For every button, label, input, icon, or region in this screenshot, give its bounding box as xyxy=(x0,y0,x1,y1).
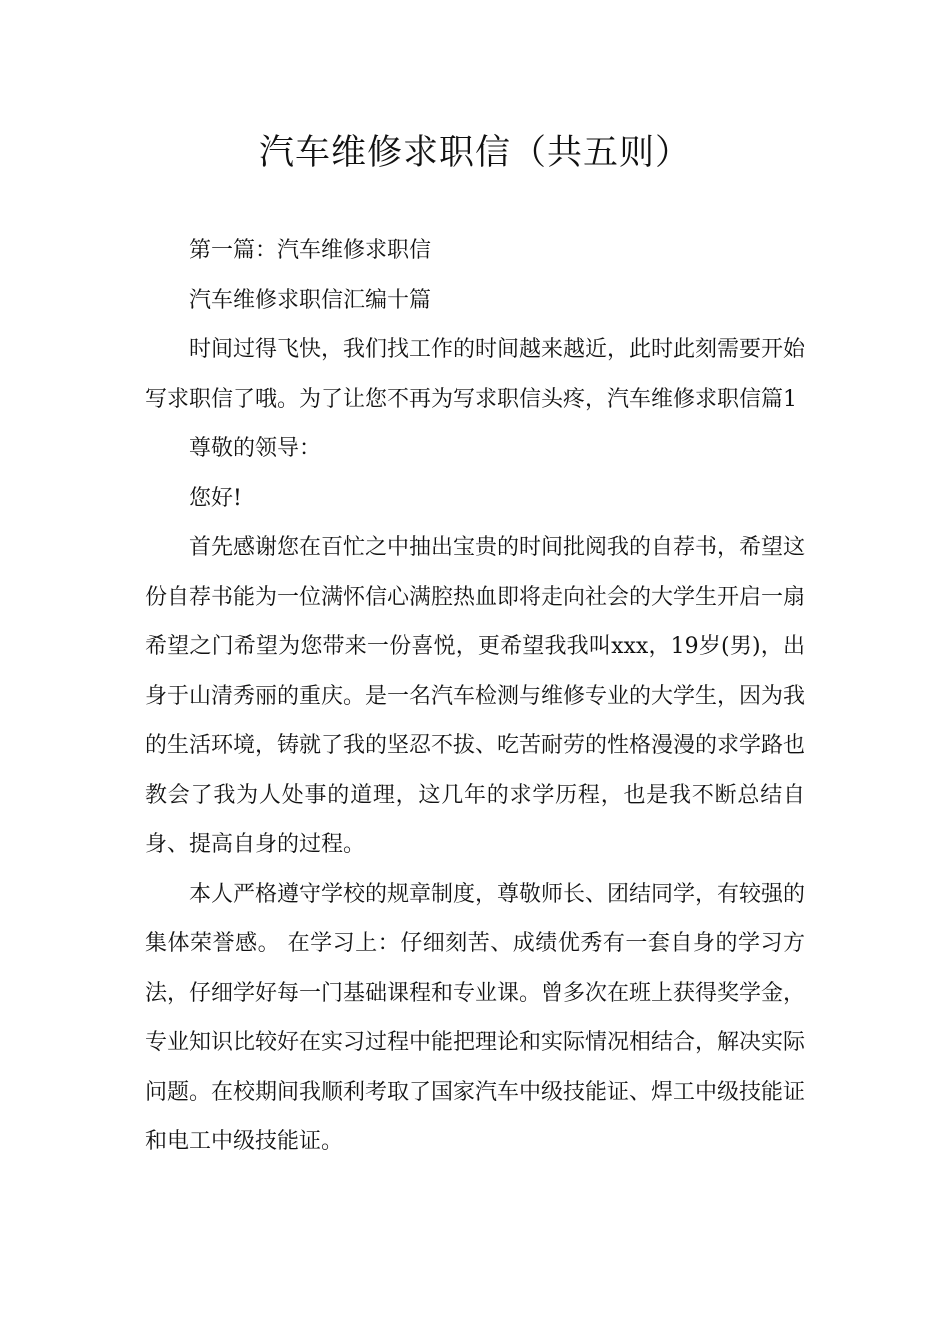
subtitle-paragraph: 汽车维修求职信汇编十篇 xyxy=(189,287,432,313)
salutation: 尊敬的领导： xyxy=(189,436,322,461)
body-paragraph: 本人严格遵守学校的规章制度，尊敬师长、团结同学，有较强的集体荣誉感。 在学习上：仔细刻苦、成绩优秀有一套自身的学习方法，仔细学好每一门基础课程和专业课。曾多次在班上获得奖学金，专业知识比较好在实习过程中能把理论和实际情况相结合，解决实际问题。在校期间我顺利考取了国家汽车中级技能证、焊工中级技能证和电工中级技能证。 xyxy=(145,881,806,1154)
greeting: 您好! xyxy=(189,485,242,511)
document-title: 汽车维修求职信（共五则） xyxy=(258,133,691,173)
section-heading: 第一篇：汽车维修求职信 xyxy=(189,238,432,263)
document-body xyxy=(145,226,805,1167)
body-paragraph: 首先感谢您在百忙之中抽出宝贵的时间批阅我的自荐书，希望这份自荐书能为一位满怀信心满腔热血即将走向社会的大学生开启一扇希望之门希望为您带来一份喜悦，更希望我我叫xxx，19岁(男)，出身于山清秀丽的重庆。是一名汽车检测与维修专业的大学生，因为我的生活环境，铸就了我的坚忍不拔、吃苦耐劳的性格漫漫的求学路也教会了我为人处事的道理，这几年的求学历程，也是我不断总结自身、提高自身的过程。 xyxy=(145,535,806,857)
intro-paragraph: 时间过得飞快，我们找工作的时间越来越近，此时此刻需要开始写求职信了哦。为了让您不再为写求职信头疼，汽车维修求职信篇1 xyxy=(145,337,806,412)
